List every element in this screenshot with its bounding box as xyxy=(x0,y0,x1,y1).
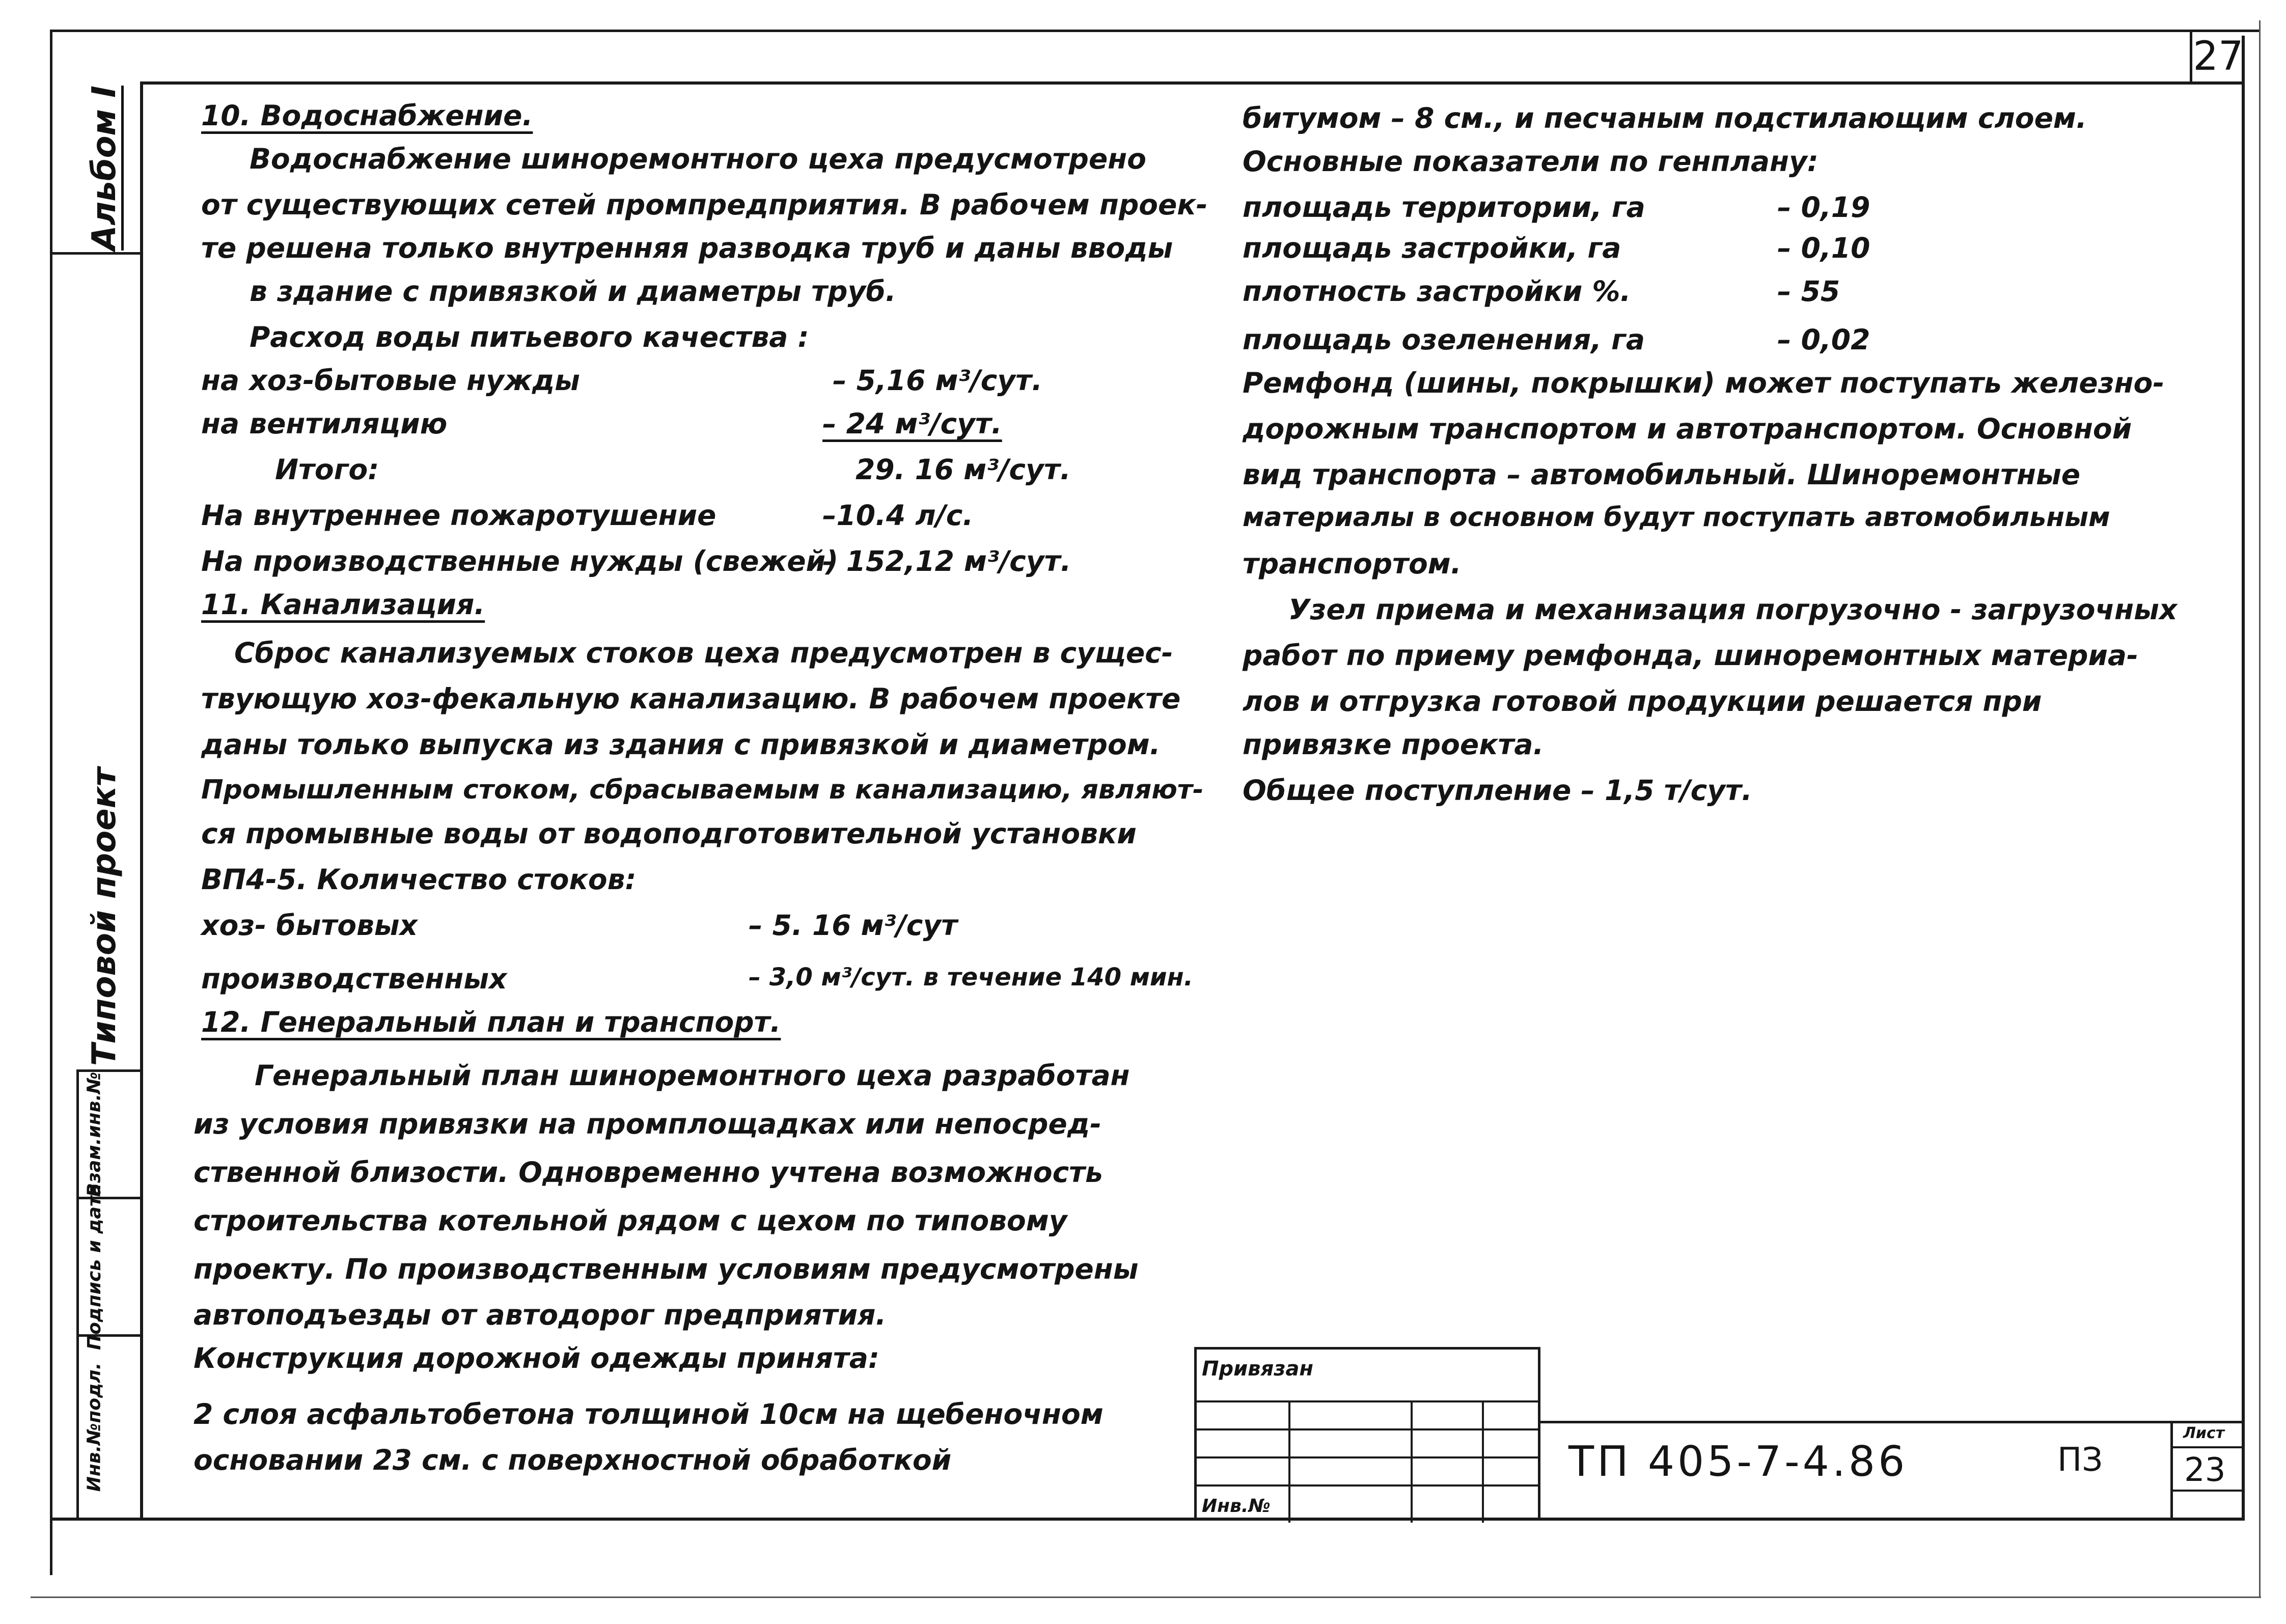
s12-line-4: строительства котельной рядом с цехом по типовому xyxy=(194,1204,1067,1237)
field-sign-date: Подпись и дата xyxy=(84,1183,105,1350)
side-divider-album xyxy=(50,252,142,255)
sewage-row-label: хоз- бытовых xyxy=(201,909,418,942)
r-line-10: лов и отгрузка готовой продукции решается при xyxy=(1243,685,2042,718)
sewage-row-value: – 3,0 м³/сут. в течение 140 мин. xyxy=(749,963,1193,992)
stamp-grid-line xyxy=(1197,1456,1538,1458)
stamp-inv-label: Инв.№ xyxy=(1202,1496,1271,1517)
inner-frame-top xyxy=(140,81,2243,85)
section-code: ПЗ xyxy=(2057,1441,2103,1479)
section-12-title: 12. Генеральный план и транспорт. xyxy=(201,1006,781,1038)
water-row-value: – 5,16 м³/сут. xyxy=(833,364,1042,397)
s11-line-6: ВП4-5. Количество стоков: xyxy=(201,863,637,896)
inner-frame-bottom xyxy=(50,1518,2245,1521)
r-line-11: привязке проекта. xyxy=(1243,728,1544,761)
indicator-value: – 55 xyxy=(1777,275,1840,308)
album-label-box xyxy=(71,87,137,250)
inner-frame-left xyxy=(140,81,143,1520)
album-label: Альбом I xyxy=(86,86,123,251)
stamp-grid-line xyxy=(1197,1484,1538,1487)
field-replace-inv: Взам.инв.№ xyxy=(84,1071,105,1197)
sheet-number-underline xyxy=(2173,1490,2244,1492)
s11-line-1: Сброс канализуемых стоков цеха предусмотрен в сущес- xyxy=(234,637,1173,669)
section-10-title: 10. Водоснабжение. xyxy=(201,99,533,132)
water-row-value: – 24 м³/сут. xyxy=(822,407,1002,440)
s10-line-5: Расход воды питьевого качества : xyxy=(250,321,809,353)
sheet-number-top: 27 xyxy=(2193,34,2244,79)
water-row-value: – 152,12 м³/сут. xyxy=(822,545,1071,577)
s12-line-7: Конструкция дорожной одежды принята: xyxy=(194,1342,879,1374)
r-line-2: Основные показатели по генплану: xyxy=(1243,145,1819,178)
r-line-8: Узел приема и механизация погрузочно - загрузочных xyxy=(1288,593,2178,626)
water-row-label: на хоз-бытовые нужды xyxy=(201,364,580,397)
document-code: ТП 405-7-4.86 xyxy=(1568,1438,1908,1486)
indicator-label: площадь озеленения, га xyxy=(1243,323,1645,356)
water-row-label: На внутреннее пожаротушение xyxy=(201,499,717,532)
r-line-6: материалы в основном будут поступать автомобильным xyxy=(1243,502,2110,533)
s10-line-1: Водоснабжение шиноремонтного цеха предусмотрено xyxy=(250,143,1146,175)
sheet-number-box-divider xyxy=(2173,1446,2244,1448)
s11-line-3: даны только выпуска из здания с привязкой и диаметром. xyxy=(201,728,1161,761)
paper-edge-right xyxy=(2259,20,2261,1597)
s10-line-3: те решена только внутренняя разводка труб и даны вводы xyxy=(201,232,1173,264)
s12-line-6: автоподъезды от автодорог предприятия. xyxy=(194,1299,887,1331)
indicator-label: площадь территории, га xyxy=(1243,191,1645,224)
outer-frame-top xyxy=(50,30,2260,32)
sewage-row-label: производственных xyxy=(201,962,507,995)
sewage-row-value: – 5. 16 м³/сут xyxy=(749,909,958,942)
r-line-9: работ по приему ремфонда, шиноремонтных материа- xyxy=(1243,639,2138,672)
paper-edge-bottom xyxy=(31,1597,2261,1598)
field-inv-orig: Инв.№подл. xyxy=(84,1362,105,1492)
inner-frame-right xyxy=(2242,36,2245,1520)
s12-line-9: основании 23 см. с поверхностной обработкой xyxy=(194,1444,952,1476)
s10-line-2: от существующих сетей промпредприятия. В рабочем проек- xyxy=(201,188,1208,221)
indicator-value: – 0,10 xyxy=(1777,232,1870,264)
stamp-attached-label: Привязан xyxy=(1202,1357,1314,1381)
water-row-label: На производственные нужды (свежей) xyxy=(201,545,839,577)
s12-line-3: ственной близости. Одновременно учтена возможность xyxy=(194,1156,1103,1189)
indicator-label: плотность застройки %. xyxy=(1243,275,1631,308)
r-line-7: транспортом. xyxy=(1243,547,1462,580)
field-replace-inv-box xyxy=(79,1072,109,1197)
stamp-grid-line xyxy=(1197,1428,1538,1430)
r-line-1: битумом – 8 см., и песчаным подстилающим слоем. xyxy=(1243,102,2087,134)
indicator-label: площадь застройки, га xyxy=(1243,232,1621,264)
water-row-label: Итого: xyxy=(275,453,379,486)
stamp-grid-line xyxy=(1197,1400,1538,1402)
s12-line-8: 2 слоя асфальтобетона толщиной 10см на щебеночном xyxy=(194,1398,1104,1430)
stamp-block xyxy=(1194,1347,1540,1520)
section-11-title: 11. Канализация. xyxy=(201,588,485,621)
stamp-grid-line xyxy=(1411,1400,1413,1523)
s11-line-4: Промышленным стоком, сбрасываемым в канализацию, являют- xyxy=(201,775,1204,805)
indicator-value: – 0,19 xyxy=(1777,191,1870,224)
outer-frame-left xyxy=(50,30,52,1575)
water-row-label: на вентиляцию xyxy=(201,407,448,440)
r-line-3: Ремфонд (шины, покрышки) может поступать железно- xyxy=(1243,367,2165,399)
r-line-4: дорожным транспортом и автотранспортом. Основной xyxy=(1243,412,2132,445)
sheet-number-box xyxy=(2170,1423,2244,1520)
field-sign-date-box xyxy=(79,1183,109,1350)
project-type-label: Типовой проект xyxy=(86,767,123,1066)
s10-line-4: в здание с привязкой и диаметры труб. xyxy=(250,275,896,308)
water-row-value: –10.4 л/с. xyxy=(822,499,974,532)
water-row-value: 29. 16 м³/сут. xyxy=(856,453,1071,486)
field-inv-orig-box xyxy=(79,1337,109,1518)
stamp-grid-line xyxy=(1482,1400,1484,1523)
sheet-number: 23 xyxy=(2184,1451,2226,1489)
stamp-grid-line xyxy=(1288,1400,1290,1523)
title-block-top xyxy=(1540,1421,2243,1423)
s12-line-1: Генеральный план шиноремонтного цеха разработан xyxy=(255,1059,1130,1092)
r-line-5: вид транспорта – автомобильный. Шиноремонтные xyxy=(1243,458,2081,491)
s12-line-5: проекту. По производственным условиям предусмотрены xyxy=(194,1253,1139,1285)
s11-line-5: ся промывные воды от водоподготовительной установки xyxy=(201,817,1137,850)
s11-line-2: твующую хоз-фекальную канализацию. В рабочем проекте xyxy=(201,682,1181,715)
s12-line-2: из условия привязки на промплощадках или непосред- xyxy=(194,1108,1101,1140)
r-line-12: Общее поступление – 1,5 т/сут. xyxy=(1243,774,1752,807)
sheet-number-top-box xyxy=(2190,32,2244,84)
project-type-box xyxy=(71,738,137,1095)
sheet-label: Лист xyxy=(2183,1424,2225,1442)
indicator-value: – 0,02 xyxy=(1777,323,1870,356)
